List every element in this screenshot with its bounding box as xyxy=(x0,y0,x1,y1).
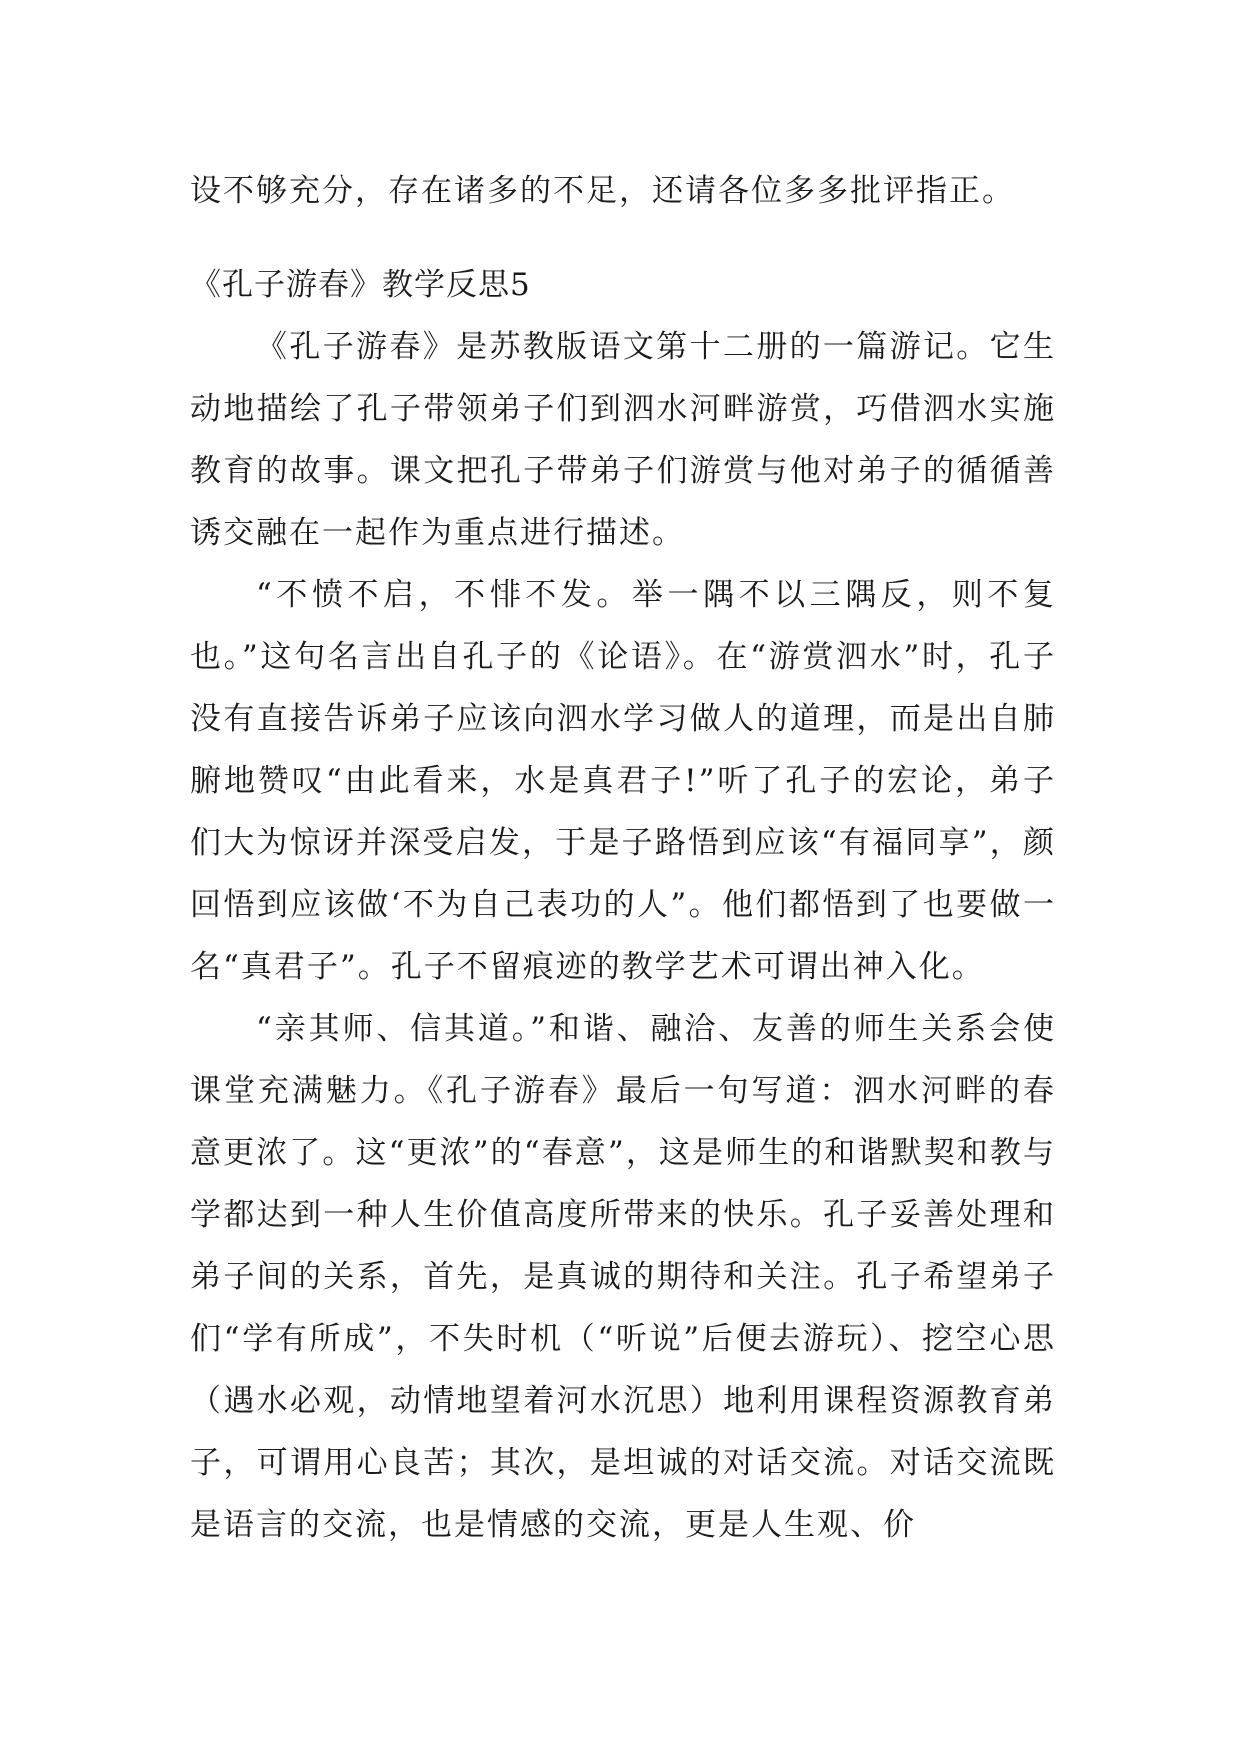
body-paragraph: “亲其师、信其道。”和谐、融洽、友善的师生关系会使课堂充满魅力。《孔子游春》最后一句写道：泗水河畔的春意更浓了。这“更浓”的“春意”，这是师生的和谐默契和教与学都达到一种人生价值高度所带来的快乐。孔子妥善处理和弟子间的关系，首先，是真诚的期待和关注。孔子希望弟子们“学有所成”，不失时机（“听说”后便去游玩）、挖空心思（遇水必观，动情地望着河水沉思）地利用课程资源教育弟子，可谓用心良苦；其次，是坦诚的对话交流。对话交流既是语言的交流，也是情感的交流，更是人生观、价 xyxy=(190,1011,1056,1543)
section-title: 《孔子游春》教学反思5 xyxy=(190,267,531,303)
lead-paragraph: 设不够充分，存在诸多的不足，还请各位多多批评指正。 xyxy=(190,173,1015,209)
body-paragraph: “不愤不启，不悱不发。举一隅不以三隅反，则不复也。”这句名言出自孔子的《论语》。在“游赏泗水”时，孔子没有直接告诉弟子应该向泗水学习做人的道理，而是出自肺腑地赞叹“由此看来，水是真君子!”听了孔子的宏论，弟子们大为惊讶并深受启发，于是子路悟到应该“有福同享”，颜回悟到应该做‘不为自己表功的人”。他们都悟到了也要做一名“真君子”。孔子不留痕迹的教学艺术可谓出神入化。 xyxy=(190,577,1056,985)
document-body xyxy=(190,160,1056,1556)
body-paragraph: 《孔子游春》是苏教版语文第十二册的一篇游记。它生动地描绘了孔子带领弟子们到泗水河畔游赏，巧借泗水实施教育的故事。课文把孔子带弟子们游赏与他对弟子的循循善诱交融在一起作为重点进行描述。 xyxy=(190,329,1056,551)
